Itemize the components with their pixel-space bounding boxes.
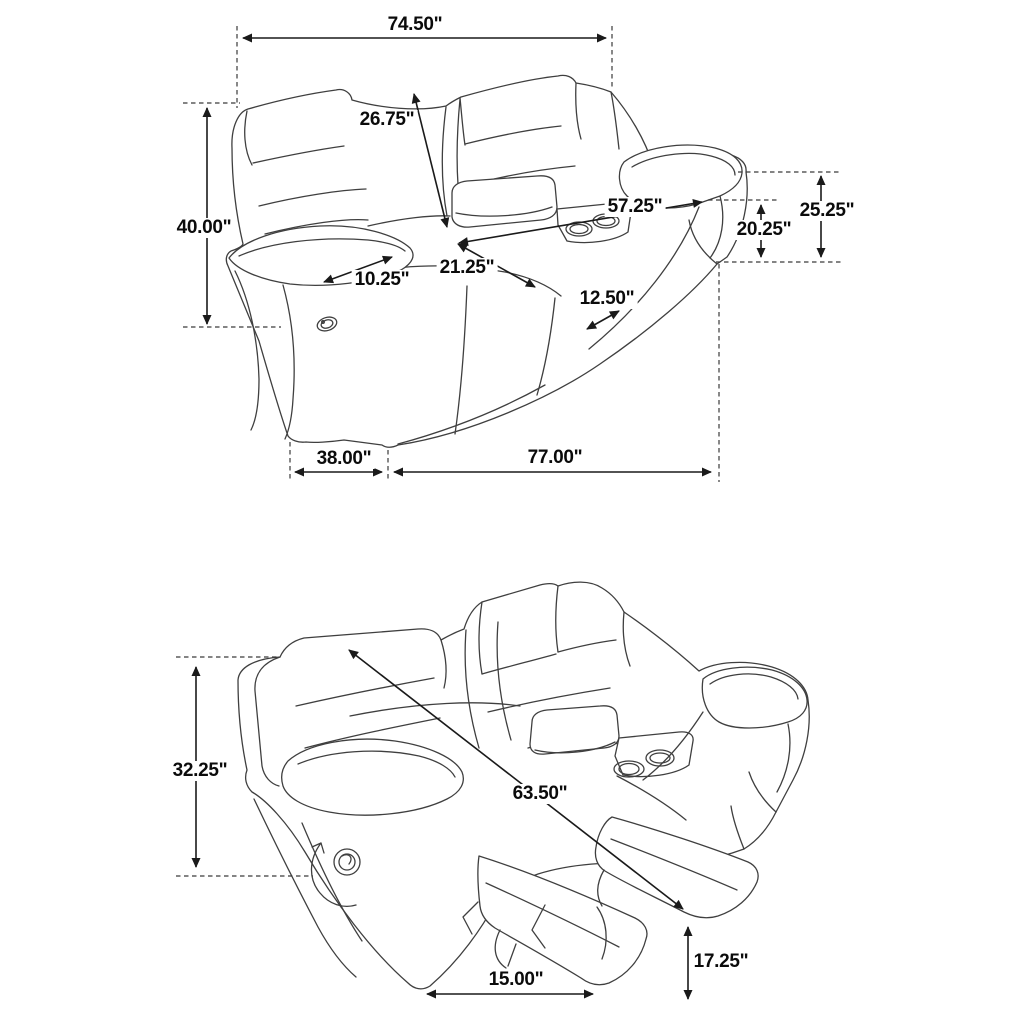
dim-label-footrest-length: 15.00" [486, 970, 547, 990]
dim-label-armrest-width: 10.25" [352, 270, 413, 290]
dim-label-seat-depth: 21.25" [437, 258, 498, 278]
dim-label-back-cushion-length: 26.75" [357, 110, 418, 130]
dim-label-seat-height: 12.50" [577, 289, 638, 309]
dim-label-overall-height: 40.00" [174, 218, 235, 238]
dim-label-arm-height: 25.25" [797, 201, 858, 221]
dim-label-overall-width: 74.50" [385, 15, 446, 35]
dim-label-overall-depth: 38.00" [314, 449, 375, 469]
dim-label-reclined-length: 63.50" [510, 784, 571, 804]
dim-label-seat-to-back-top: 20.25" [734, 220, 795, 240]
dim-label-inside-seating-width: 57.25" [605, 197, 666, 217]
dim-label-reclined-back-height: 32.25" [170, 761, 231, 781]
dim-label-overall-length: 77.00" [525, 448, 586, 468]
dim-label-footrest-floor-height: 17.25" [691, 952, 752, 972]
